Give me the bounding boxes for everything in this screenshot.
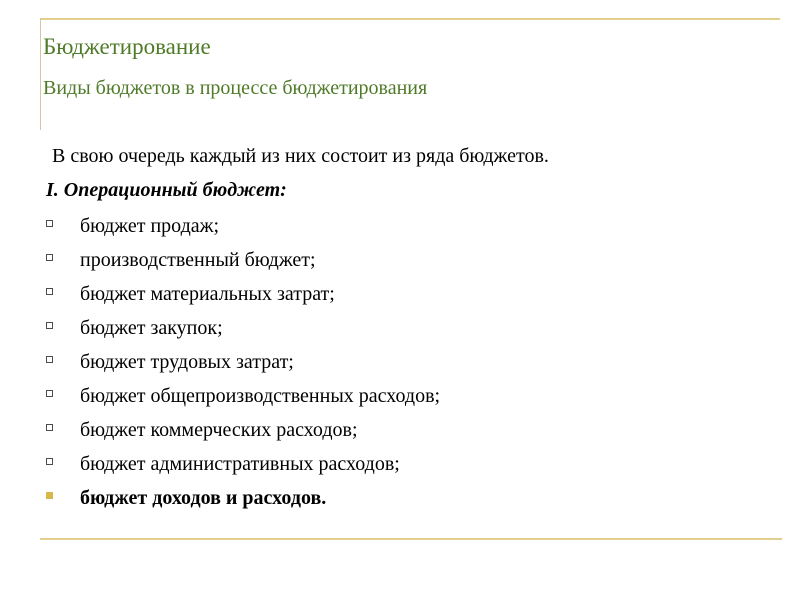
square-bullet-icon — [46, 424, 53, 431]
list-item-label: бюджет продаж; — [80, 215, 220, 237]
budget-list — [46, 213, 440, 519]
list-item — [46, 383, 440, 417]
list-item-label: производственный бюджет; — [80, 249, 316, 271]
list-item-label: бюджет общепроизводственных расходов; — [80, 385, 441, 407]
list-item-label: бюджет материальных затрат; — [80, 283, 335, 305]
square-bullet-icon — [46, 356, 53, 363]
square-bullet-icon — [46, 458, 53, 465]
frame-top-rule — [40, 18, 780, 20]
list-item-label: бюджет доходов и расходов. — [80, 487, 327, 509]
list-item — [46, 349, 440, 383]
slide-title: Бюджетирование — [43, 34, 211, 59]
square-bullet-icon — [46, 220, 53, 227]
list-item — [46, 485, 440, 519]
section-heading: I. Операционный бюджет: — [46, 179, 287, 201]
list-item-label: бюджет трудовых затрат; — [80, 351, 294, 373]
square-bullet-icon — [46, 288, 53, 295]
slide-subtitle: Виды бюджетов в процессе бюджетирования — [43, 77, 428, 99]
frame-bottom-rule — [40, 538, 782, 540]
list-item — [46, 451, 440, 485]
list-item — [46, 281, 440, 315]
list-item — [46, 247, 440, 281]
filled-square-bullet-icon — [46, 492, 53, 499]
list-item — [46, 417, 440, 451]
list-item-label: бюджет закупок; — [80, 317, 223, 339]
frame-left-rule — [40, 18, 41, 130]
list-item — [46, 213, 440, 247]
square-bullet-icon — [46, 322, 53, 329]
list-item — [46, 315, 440, 349]
square-bullet-icon — [46, 254, 53, 261]
list-item-label: бюджет коммерческих расходов; — [80, 419, 358, 441]
intro-text: В свою очередь каждый из них состоит из ряда бюджетов. — [52, 145, 549, 167]
square-bullet-icon — [46, 390, 53, 397]
list-item-label: бюджет административных расходов; — [80, 453, 400, 475]
